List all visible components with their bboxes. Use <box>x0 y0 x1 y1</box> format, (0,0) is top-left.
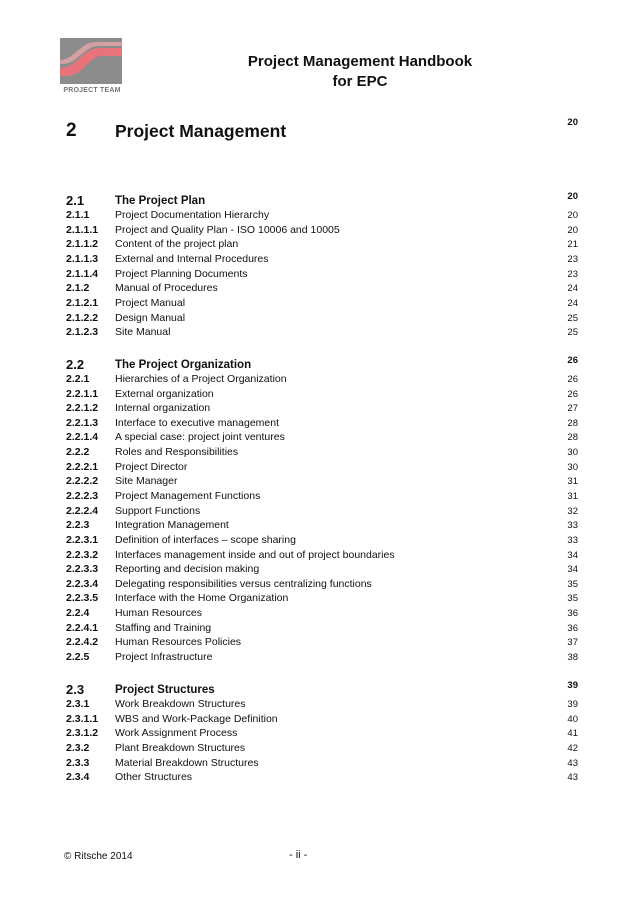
toc-entry-row <box>66 296 578 311</box>
toc-entry-row <box>66 606 578 621</box>
toc-page-number: 40 <box>567 713 578 725</box>
toc-page-number: 26 <box>567 354 578 366</box>
toc-entry-row <box>66 445 578 460</box>
toc-title: Delegating responsibilities versus centralizing functions <box>115 577 372 590</box>
toc-number: 2.2.1.3 <box>66 416 99 429</box>
toc-title: Project and Quality Plan - ISO 10006 and 10005 <box>115 223 340 236</box>
toc-title: Support Functions <box>115 504 201 517</box>
toc-page-number: 30 <box>567 461 578 473</box>
toc-page-number: 32 <box>567 505 578 517</box>
toc-page-number: 38 <box>567 652 578 663</box>
toc-title: Work Breakdown Structures <box>115 697 246 710</box>
toc-number: 2.2.3.2 <box>66 548 99 561</box>
toc-title: Content of the project plan <box>115 238 239 251</box>
toc-number: 2.3.2 <box>66 741 90 754</box>
toc-number: 2.2.2.3 <box>66 490 99 502</box>
toc-entry-row <box>66 237 578 252</box>
toc-entry-row <box>66 372 578 387</box>
toc-page-number: 36 <box>567 622 578 634</box>
toc-number: 2.3.3 <box>66 756 90 769</box>
toc-title: Project Infrastructure <box>115 651 213 663</box>
toc-entry-row <box>66 562 578 577</box>
toc-entry-row <box>66 460 578 475</box>
toc-number: 2.1.2.1 <box>66 297 99 309</box>
toc-title: Interface with the Home Organization <box>115 592 289 605</box>
toc-title: Project Management Functions <box>115 490 261 502</box>
toc-title: Manual of Procedures <box>115 282 218 295</box>
toc-entry-row <box>66 474 578 489</box>
toc-number: 2.2.3.4 <box>66 577 99 590</box>
toc-title: Site Manager <box>115 475 178 488</box>
toc-entry-row <box>66 741 578 756</box>
toc-number: 2.2.2.1 <box>66 460 99 473</box>
toc-title: Staffing and Training <box>115 621 212 634</box>
toc-title: Site Manual <box>115 326 171 339</box>
toc-title: Project Management <box>115 121 287 141</box>
toc-title: Other Structures <box>115 771 193 784</box>
toc-page-number: 37 <box>567 637 578 649</box>
toc-number: 2.2.3.5 <box>66 592 99 605</box>
toc-entry-row <box>66 533 578 548</box>
toc-title: External organization <box>115 387 214 400</box>
toc-number: 2.2 <box>66 356 85 372</box>
toc-page-number: 20 <box>567 117 578 128</box>
toc-number: 2.1.2 <box>66 282 90 295</box>
toc-number: 2.2.4 <box>66 607 90 619</box>
toc-number: 2.1 <box>66 193 85 208</box>
toc-number: 2.2.3.3 <box>66 563 99 576</box>
toc-page-number: 20 <box>567 224 578 236</box>
toc-page-number: 34 <box>567 549 578 561</box>
toc-page-number: 23 <box>567 268 578 280</box>
toc-number: 2.2.4.1 <box>66 621 99 634</box>
toc-section-row <box>66 118 578 144</box>
toc-title: Internal organization <box>115 402 211 415</box>
toc-page-number: 43 <box>567 772 578 784</box>
toc-number: 2.1.1.4 <box>66 267 99 280</box>
toc-page-number: 25 <box>567 312 578 324</box>
toc-number: 2.2.2 <box>66 446 90 458</box>
toc-entry-row <box>66 325 578 340</box>
toc-entry-row <box>66 267 578 282</box>
toc-number: 2.2.1 <box>66 372 90 385</box>
toc-number: 2.3.1.2 <box>66 727 99 740</box>
toc-page-number: 33 <box>567 520 578 532</box>
toc-entry-row <box>66 430 578 445</box>
toc-title: Human Resources <box>115 607 202 619</box>
toc-number: 2.3.1 <box>66 697 90 710</box>
toc-title: Material Breakdown Structures <box>115 756 259 769</box>
toc-title: A special case: project joint ventures <box>115 431 285 444</box>
title-line-1: Project Management Handbook <box>247 53 473 70</box>
toc-page-number: 20 <box>567 191 578 202</box>
toc-title: External and Internal Procedures <box>115 253 269 265</box>
toc-page-number: 23 <box>567 254 578 265</box>
toc-title: Plant Breakdown Structures <box>115 741 246 754</box>
toc-title: Integration Management <box>115 519 229 532</box>
toc-number: 2.1.2.2 <box>66 311 99 324</box>
toc-number: 2.2.2.2 <box>66 475 99 488</box>
toc-number: 2.1.1.3 <box>66 253 99 265</box>
toc-number: 2.1.1.2 <box>66 238 99 251</box>
footer-page-number: - ii - <box>289 849 308 861</box>
toc-title: WBS and Work-Package Definition <box>115 712 278 725</box>
toc-page-number: 21 <box>567 239 578 251</box>
footer-copyright: © Ritsche 2014 <box>64 851 133 862</box>
toc-page-number: 31 <box>567 476 578 488</box>
toc-number: 2.2.4.2 <box>66 636 99 649</box>
logo-mark <box>60 38 122 84</box>
toc-page-number: 24 <box>567 298 578 309</box>
toc-page-number: 42 <box>567 742 578 754</box>
toc-number: 2.1.2.3 <box>66 326 99 339</box>
toc-page-number: 26 <box>567 373 578 385</box>
toc-number: 2.3.1.1 <box>66 712 99 725</box>
toc-entry-row <box>66 489 578 504</box>
toc-title: Interface to executive management <box>115 416 280 429</box>
toc-entry-row <box>66 635 578 650</box>
toc-entry-row <box>66 387 578 402</box>
toc-number: 2.2.3 <box>66 519 90 532</box>
toc-title: Hierarchies of a Project Organization <box>115 372 287 385</box>
toc-page-number: 35 <box>567 593 578 605</box>
logo-text: PROJECT TEAM <box>63 87 121 94</box>
toc-entry-row <box>66 208 578 223</box>
toc-entry-row <box>66 621 578 636</box>
toc-entry-row <box>66 756 578 771</box>
toc-entry-row <box>66 311 578 326</box>
toc-page-number: 27 <box>567 403 578 415</box>
toc-number: 2.2.1.1 <box>66 387 99 400</box>
toc-title: Project Director <box>115 460 188 473</box>
toc-entry-row <box>66 591 578 606</box>
title-line-2: for EPC <box>332 73 388 90</box>
toc-entry-row <box>66 697 578 712</box>
toc-page-number: 36 <box>567 608 578 619</box>
logo-swoosh-icon <box>60 38 122 84</box>
toc-page-number: 33 <box>567 535 578 546</box>
toc-entry-row <box>66 401 578 416</box>
toc-page-number: 28 <box>567 417 578 429</box>
toc-entry-row <box>66 770 578 785</box>
toc-number: 2.2.1.4 <box>66 431 99 444</box>
toc-entry-row <box>66 281 578 296</box>
toc-number: 2.2.2.4 <box>66 504 99 517</box>
toc-page-number: 34 <box>567 564 578 576</box>
toc-title: Human Resources Policies <box>115 636 242 649</box>
toc-entry-row <box>66 650 578 665</box>
toc-number: 2.1.1 <box>66 209 90 221</box>
project-team-logo <box>60 38 124 94</box>
toc-entry-row <box>66 252 578 267</box>
toc-page-number: 26 <box>567 388 578 400</box>
toc-page-number: 24 <box>567 283 578 295</box>
toc-entry-row <box>66 548 578 563</box>
toc-number: 2.2.1.2 <box>66 402 99 415</box>
toc-entry-row <box>66 518 578 533</box>
toc-title: Reporting and decision making <box>115 563 260 576</box>
toc-entry-row <box>66 504 578 519</box>
toc-title: Interfaces management inside and out of project boundaries <box>115 548 395 561</box>
toc-page-number: 28 <box>567 432 578 444</box>
toc-entry-row <box>66 223 578 238</box>
toc-title: The Project Organization <box>115 358 252 371</box>
toc-number: 2 <box>66 120 77 141</box>
toc-entry-row <box>66 416 578 431</box>
toc-page-number: 31 <box>567 491 578 502</box>
toc-title: Project Planning Documents <box>115 267 248 280</box>
toc-page-number: 41 <box>567 728 578 740</box>
toc-title: Project Manual <box>115 297 186 309</box>
toc-title: The Project Plan <box>115 195 206 207</box>
toc-number: 2.2.3.1 <box>66 534 99 546</box>
toc-title: Project Documentation Hierarchy <box>115 209 270 221</box>
toc-page-number: 30 <box>567 447 578 458</box>
toc-page-number: 35 <box>567 578 578 590</box>
toc-page-number: 39 <box>567 679 578 691</box>
toc-entry-row <box>66 712 578 727</box>
toc-number: 2.1.1.1 <box>66 223 99 236</box>
toc-title: Design Manual <box>115 311 186 324</box>
document-title <box>230 52 490 92</box>
toc-title: Definition of interfaces – scope sharing <box>115 534 296 546</box>
toc-title: Roles and Responsibilities <box>115 446 239 458</box>
toc-page-number: 39 <box>567 698 578 710</box>
toc-page-number: 20 <box>567 210 578 221</box>
toc-title: Project Structures <box>115 683 215 696</box>
toc-page-number: 43 <box>567 757 578 769</box>
toc-number: 2.2.5 <box>66 651 90 663</box>
toc-number: 2.3 <box>66 681 85 697</box>
toc-page-number: 25 <box>567 327 578 339</box>
toc-number: 2.3.4 <box>66 771 90 784</box>
toc-entry-row <box>66 726 578 741</box>
toc-entry-row <box>66 577 578 592</box>
toc-title: Work Assignment Process <box>115 727 238 740</box>
